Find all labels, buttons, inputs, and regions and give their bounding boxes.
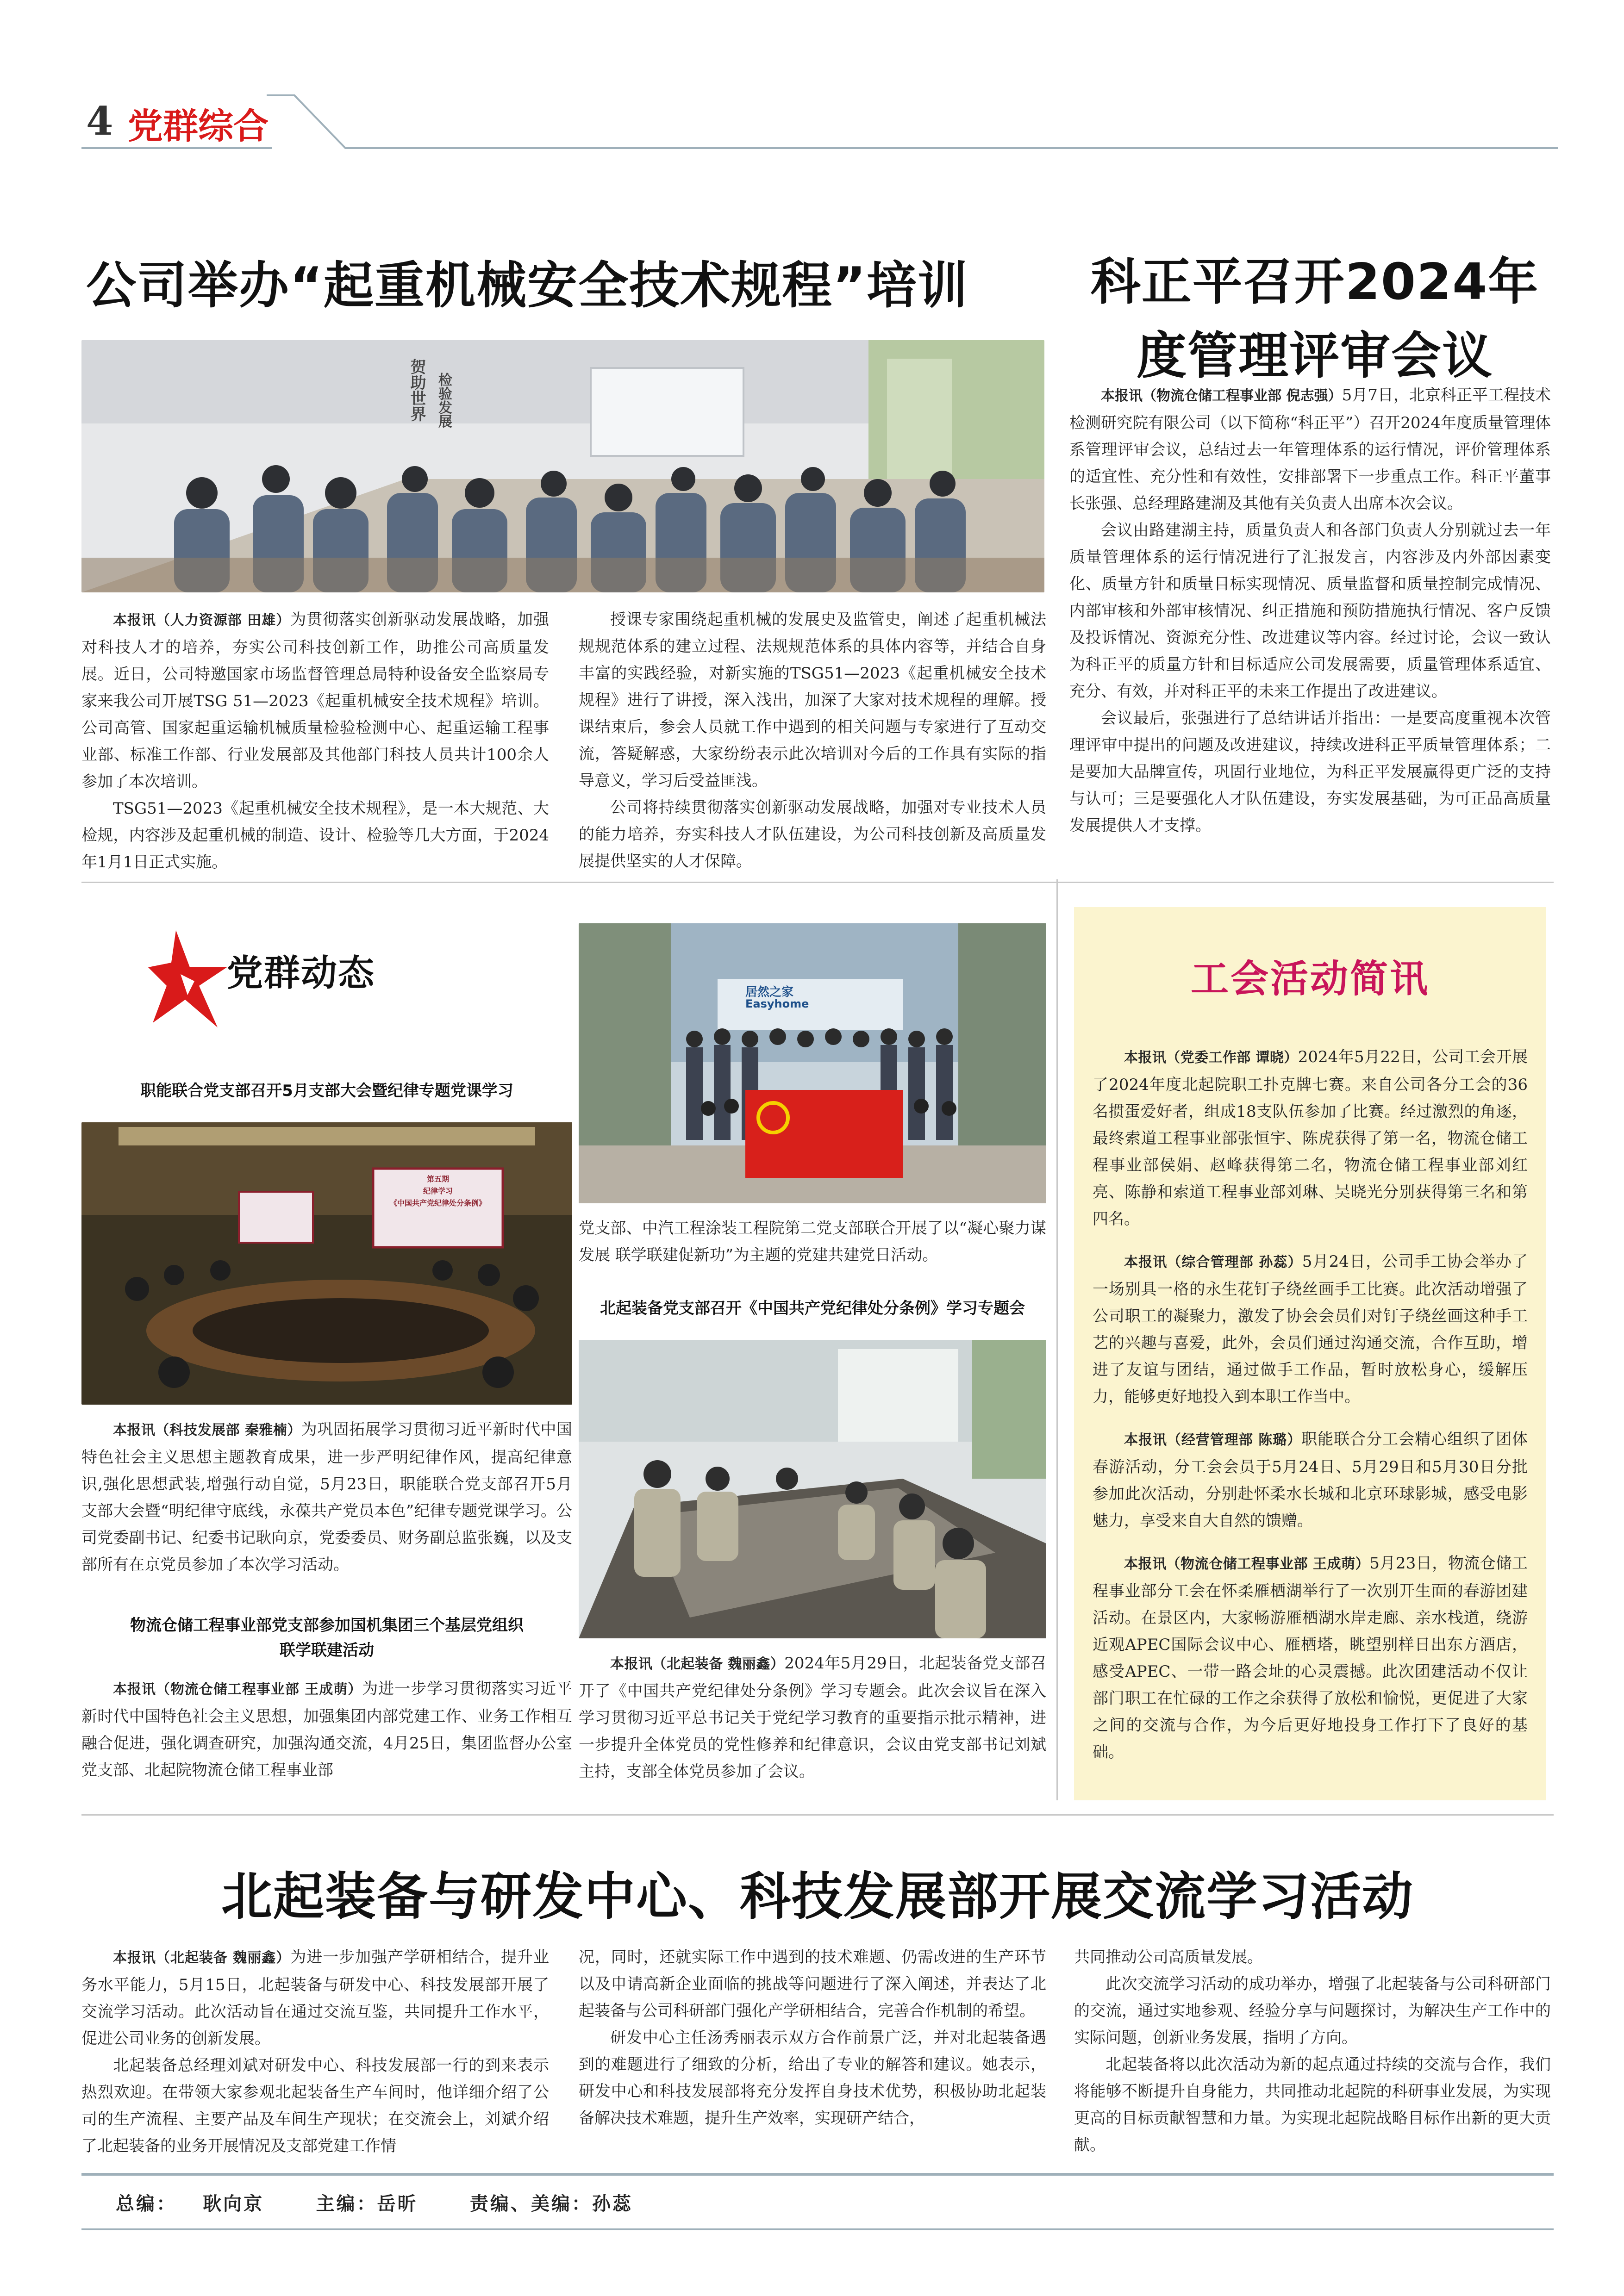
article-1-title: 公司举办“起重机械安全技术规程”培训 (86, 257, 968, 315)
union-item-2-text: 5月24日，公司手工协会举办了一场别具一格的永生花钉子绕丝画手工比赛。此次活动增强了公司职工的凝聚力，激发了协会会员们对钉子绕丝画这种手工艺的兴趣与喜爱，此外，会员们通过沟通交流，合作互助，增进了友谊与团结，通过做手工作品，暂时放松身心，缓解压力，能够更好地投入到本职工作当中。 (1093, 1252, 1528, 1406)
article-1-lead: 本报讯（人力资源部 田雄） (113, 612, 291, 628)
party-star-icon (148, 930, 231, 1027)
union-item-4-text: 5月23日，物流仓储工程事业部分工会在怀柔雁栖湖举行了一次别开生面的春游团建活动。在景区内，大家畅游雁栖湖水岸走廊、亲水栈道，绕游近观APEC国际会议中心、雁栖塔，眺望别样日出东方酒店，感受APEC、一带一路会址的心灵震撼。此次团建活动不仅让部门职工在忙碌的工作之余获得了放松和愉悦，更促进了大家之间的交流与合作，为今后更好地投身工作打下了良好的基础。 (1093, 1554, 1528, 1761)
photo-sign-en: Easyhome (745, 997, 809, 1010)
meeting-screen-line-3: 《中国共产党纪律处分条例》 (389, 1199, 486, 1207)
party-item-2-continuation (579, 1215, 1046, 1269)
meeting-screen (374, 1173, 502, 1209)
union-title: 工会活动简讯 (1190, 957, 1430, 1001)
photo-sign-cn: 居然之家 (745, 985, 794, 999)
article-3-c3-p3: 北起装备将以此次活动为新的起点通过持续的交流与合作，我们将能够不断提升自身能力，共同推动北起院的科研事业发展，为实现更高的目标贡献智慧和力量。为实现北起院战略目标作出新的更大贡献。 (1074, 2055, 1551, 2154)
party-item-1-lead: 本报讯（科技发展部 秦雅楠） (113, 1422, 301, 1438)
group-flag-photo (579, 923, 1046, 1203)
party-item-2-title-line-2: 联学联建活动 (280, 1641, 374, 1660)
article-3-lead: 本报讯（北起装备 魏丽鑫） (113, 1950, 291, 1966)
article-1-col1-p1: 为贯彻落实创新驱动发展战略，加强对科技人才的培养，夯实公司科技创新工作，助推公司高质量发展。近日，公司特邀国家市场监督管理总局特种设备安全监察局专家来我公司开展TSG 51—2023《起重机械安全技术规程》培训。公司高管、国家起重运输机械质量检验检测中心、起重运输工程事业部、标准工作部、行业发展部及其他部门科技人员共计100余人参加了本次培训。 (81, 610, 549, 791)
page-number: 4 (86, 98, 113, 144)
party-item-2-text: 为进一步学习贯彻落实习近平新时代中国特色社会主义思想，加强集团内部党建工作、业务工作相互融合促进，强化调查研究，加强沟通交流，4月25日，集团监督办公室党支部、北起院物流仓储工程事业部 (81, 1680, 572, 1780)
article-1-col1-p2: TSG51—2023《起重机械安全技术规程》，是一本大规范、大检规，内容涉及起重机械的制造、设计、检验等几大方面，于2024年1月1日正式实施。 (81, 799, 549, 871)
party-item-2-lead: 本报讯（物流仓储工程事业部 王成萌） (113, 1681, 362, 1698)
article-3-c1-p2: 北起装备总经理刘斌对研发中心、科技发展部一行的到来表示热烈欢迎。在带领大家参观北起装备生产车间时，他详细介绍了公司的生产流程、主要产品及车间生产现状；在交流会上，刘斌介绍了北起装备的业务开展情况及支部党建工作情 (81, 2056, 549, 2155)
column-divider (1056, 879, 1058, 1800)
article-3-col-1 (81, 1944, 549, 2159)
party-item-3-body (579, 1650, 1046, 1785)
party-item-3-text: 2024年5月29日，北起装备党支部召开了《中国共产党纪律处分条例》学习专题会。此次会议旨在深入学习贯彻习近平总书记关于党纪学习教育的重要指示批示精神，进一步提升全体党员的党性修养和纪律意识，会议由党支部书记刘斌主持，支部全体党员参加了会议。 (579, 1654, 1046, 1781)
article-2-title-line-1: 科正平召开2024年 (1090, 253, 1539, 311)
article-3-c2: 况，同时，还就实际工作中遇到的技术难题、仍需改进的生产环节以及申请高新企业面临的挑战等问题进行了深入阐述，并表达了北起装备与公司科研部门强化产学研相结合，完善合作机制的希望。 (579, 1948, 1046, 2020)
article-1-col2-p1: 授课专家围绕起重机械的发展史及监管史，阐述了起重机械法规规范体系的建立过程、法规规范体系的具体内容等，并结合自身丰富的实践经验，对新实施的TSG51—2023《起重机械安全技术规程》进行了讲授，深入浅出，加深了大家对技术规程的理解。授课结束后，参会人员就工作中遇到的相关问题与专家进行了互动交流，答疑解惑，大家纷纷表示此次培训对今后的工作具有实际的指导意义，学习后受益匪浅。 (579, 610, 1046, 790)
union-item-2-lead: 本报讯（综合管理部 孙蕊） (1124, 1254, 1302, 1270)
section-divider-1 (81, 882, 1554, 883)
footer-credits: 总编： 耿向京 主编：岳昕 责编、美编：孙蕊 (116, 2193, 633, 2215)
article-3-c3: 共同推动公司高质量发展。 (1074, 1948, 1263, 1966)
party-item-2-cont-text: 党支部、中汽工程涂装工程院第二党支部联合开展了以“凝心聚力谋发展 联学联建促新功”为主题的党建共建党日活动。 (579, 1219, 1046, 1264)
article-2-lead: 本报讯（物流仓储工程事业部 倪志强） (1101, 388, 1342, 404)
photo-sign-2: 检验发展 (436, 373, 452, 428)
party-item-2-title (81, 1613, 572, 1663)
party-item-3-lead: 本报讯（北起装备 魏丽鑫） (610, 1656, 785, 1672)
union-item-3-lead: 本报讯（经营管理部 陈璐） (1124, 1432, 1302, 1448)
article-2-p1: 5月7日，北京科正平工程技术检测研究院有限公司（以下简称“科正平”）召开2024年度质量管理体系管理评审会议，总结过去一年管理体系的运行情况，评价管理体系的适宜性、充分性和有效性，安排部署下一步重点工作。科正平董事长张强、总经理路建湖及其他有关负责人出席本次会议。 (1069, 386, 1551, 513)
article-1-col2-p2: 公司将持续贯彻落实创新驱动发展战略，加强对专业技术人员的能力培养，夯实科技人才队伍建设，为公司科技创新及高质量发展提供坚实的人才保障。 (579, 798, 1046, 871)
article-3-c1: 为进一步加强产学研相结合，提升业务水平能力，5月15日，北起装备与研发中心、科技发展部开展了交流学习活动。此次活动旨在通过交流互鉴，共同提升工作水平，促进公司业务的创新发展。 (81, 1948, 549, 2048)
footer-rule-top (81, 2173, 1554, 2176)
photo-sign-1: 贺助世界 (407, 359, 426, 422)
party-item-1-title: 职能联合党支部召开5月支部大会暨纪律专题党课学习 (140, 1082, 513, 1100)
article-3-col-3 (1074, 1944, 1551, 2159)
section-name: 党群综合 (128, 106, 269, 147)
union-items (1093, 1044, 1528, 1766)
party-item-1-text: 为巩固拓展学习贯彻习近平新时代中国特色社会主义思想主题教育成果，进一步严明纪律作风，提高纪律意识,强化思想武装,增强行动自觉，5月23日，职能联合党支部召开5月支部大会暨“明纪律守底线，永葆共产党员本色”纪律专题党课学习。公司党委副书记、纪委书记耿向京，党委委员、财务副总监张巍，以及支部所有在京党员参加了本次学习活动。 (81, 1420, 573, 1574)
party-item-3-title: 北起装备党支部召开《中国共产党纪律处分条例》学习专题会 (600, 1299, 1025, 1318)
party-item-2-body (81, 1675, 572, 1784)
study-meeting-photo (579, 1340, 1046, 1638)
article-3-title: 北起装备与研发中心、科技发展部开展交流学习活动 (221, 1867, 1414, 1926)
article-2-p2: 会议由路建湖主持，质量负责人和各部门负责人分别就过去一年质量管理体系的运行情况进行了汇报发言，内容涉及内外部因素变化、质量方针和质量目标实现情况、质量监督和质量控制完成情况、内部审核和外部审核情况、纠正措施和预防措施执行情况、客户反馈及投诉情况、资源充分性、改进建议等内容。经过讨论，会议一致认为科正平的质量方针和目标适应公司发展需要，质量管理体系适宜、充分、有效，并对科正平的未来工作提出了改进建议。 (1069, 521, 1551, 701)
union-item-1-text: 2024年5月22日，公司工会开展了2024年度北起院职工扑克牌七赛。来自公司各分工会的36名掼蛋爱好者，组成18支队伍参加了比赛。经过激烈的角逐，最终索道工程事业部张恒宇、陈虎获得了第一名，物流仓储工程事业部侯娟、赵峰获得第二名，物流仓储工程事业部刘红亮、陈静和索道工程事业部刘琳、吴晓光分别获得第三名和第四名。 (1093, 1048, 1528, 1228)
article-2-title-line-2: 度管理评审会议 (1136, 327, 1493, 385)
article-2-body (1069, 382, 1551, 839)
article-1-col-2 (579, 606, 1046, 875)
article-3-c2-p2: 研发中心主任汤秀丽表示双方合作前景广泛，并对北起装备遇到的难题进行了细致的分析，给出了专业的解答和建议。她表示，研发中心和科技发展部将充分发挥自身技术优势，积极协助北起装备解决技术难题，提升生产效率，实现研产结合， (579, 2028, 1046, 2128)
party-item-2-title-line-1: 物流仓储工程事业部党支部参加国机集团三个基层党组织 (130, 1616, 524, 1635)
union-item-4-lead: 本报讯（物流仓储工程事业部 王成萌） (1124, 1556, 1370, 1572)
union-item-3-text: 职能联合分工会精心组织了团体春游活动，分工会会员于5月24日、5月29日和5月30日分批参加此次活动，分别赴怀柔水长城和北京环球影城，感受电影魅力，享受来自大自然的馈赠。 (1093, 1430, 1528, 1530)
header-rule-shape (267, 91, 1563, 151)
article-3-col-2 (579, 1944, 1046, 2132)
header-rule (81, 147, 272, 149)
article-3-c3-p2: 此次交流学习活动的成功举办，增强了北起装备与公司科研部门的交流，通过实地参观、经验分享与问题探讨，为解决生产工作中的实际问题，创新业务发展，指明了方向。 (1074, 1975, 1551, 2047)
party-item-1-body (81, 1416, 572, 1578)
training-photo (81, 340, 1044, 592)
meeting-screen-line-2: 纪律学习 (423, 1187, 453, 1195)
section-divider-2 (81, 1814, 1554, 1816)
union-item-1-lead: 本报讯（党委工作部 谭晓） (1124, 1050, 1298, 1066)
article-1-col-1 (81, 606, 549, 876)
footer-rule-bottom (81, 2228, 1554, 2230)
meeting-room-photo (81, 1122, 572, 1405)
party-section-title: 党群动态 (227, 952, 375, 994)
article-2-title (1069, 245, 1560, 393)
article-2-p3: 会议最后，张强进行了总结讲话并指出：一是要高度重视本次管理评审中提出的问题及改进建议，持续改进科正平质量管理体系；二是要加大品牌宣传，巩固行业地位，为科正平发展赢得更广泛的支持与认可；三是要强化人才队伍建设，夯实发展基础，为可正品高质量发展提供人才支撑。 (1069, 709, 1551, 835)
meeting-screen-line-1: 第五期 (426, 1175, 449, 1183)
